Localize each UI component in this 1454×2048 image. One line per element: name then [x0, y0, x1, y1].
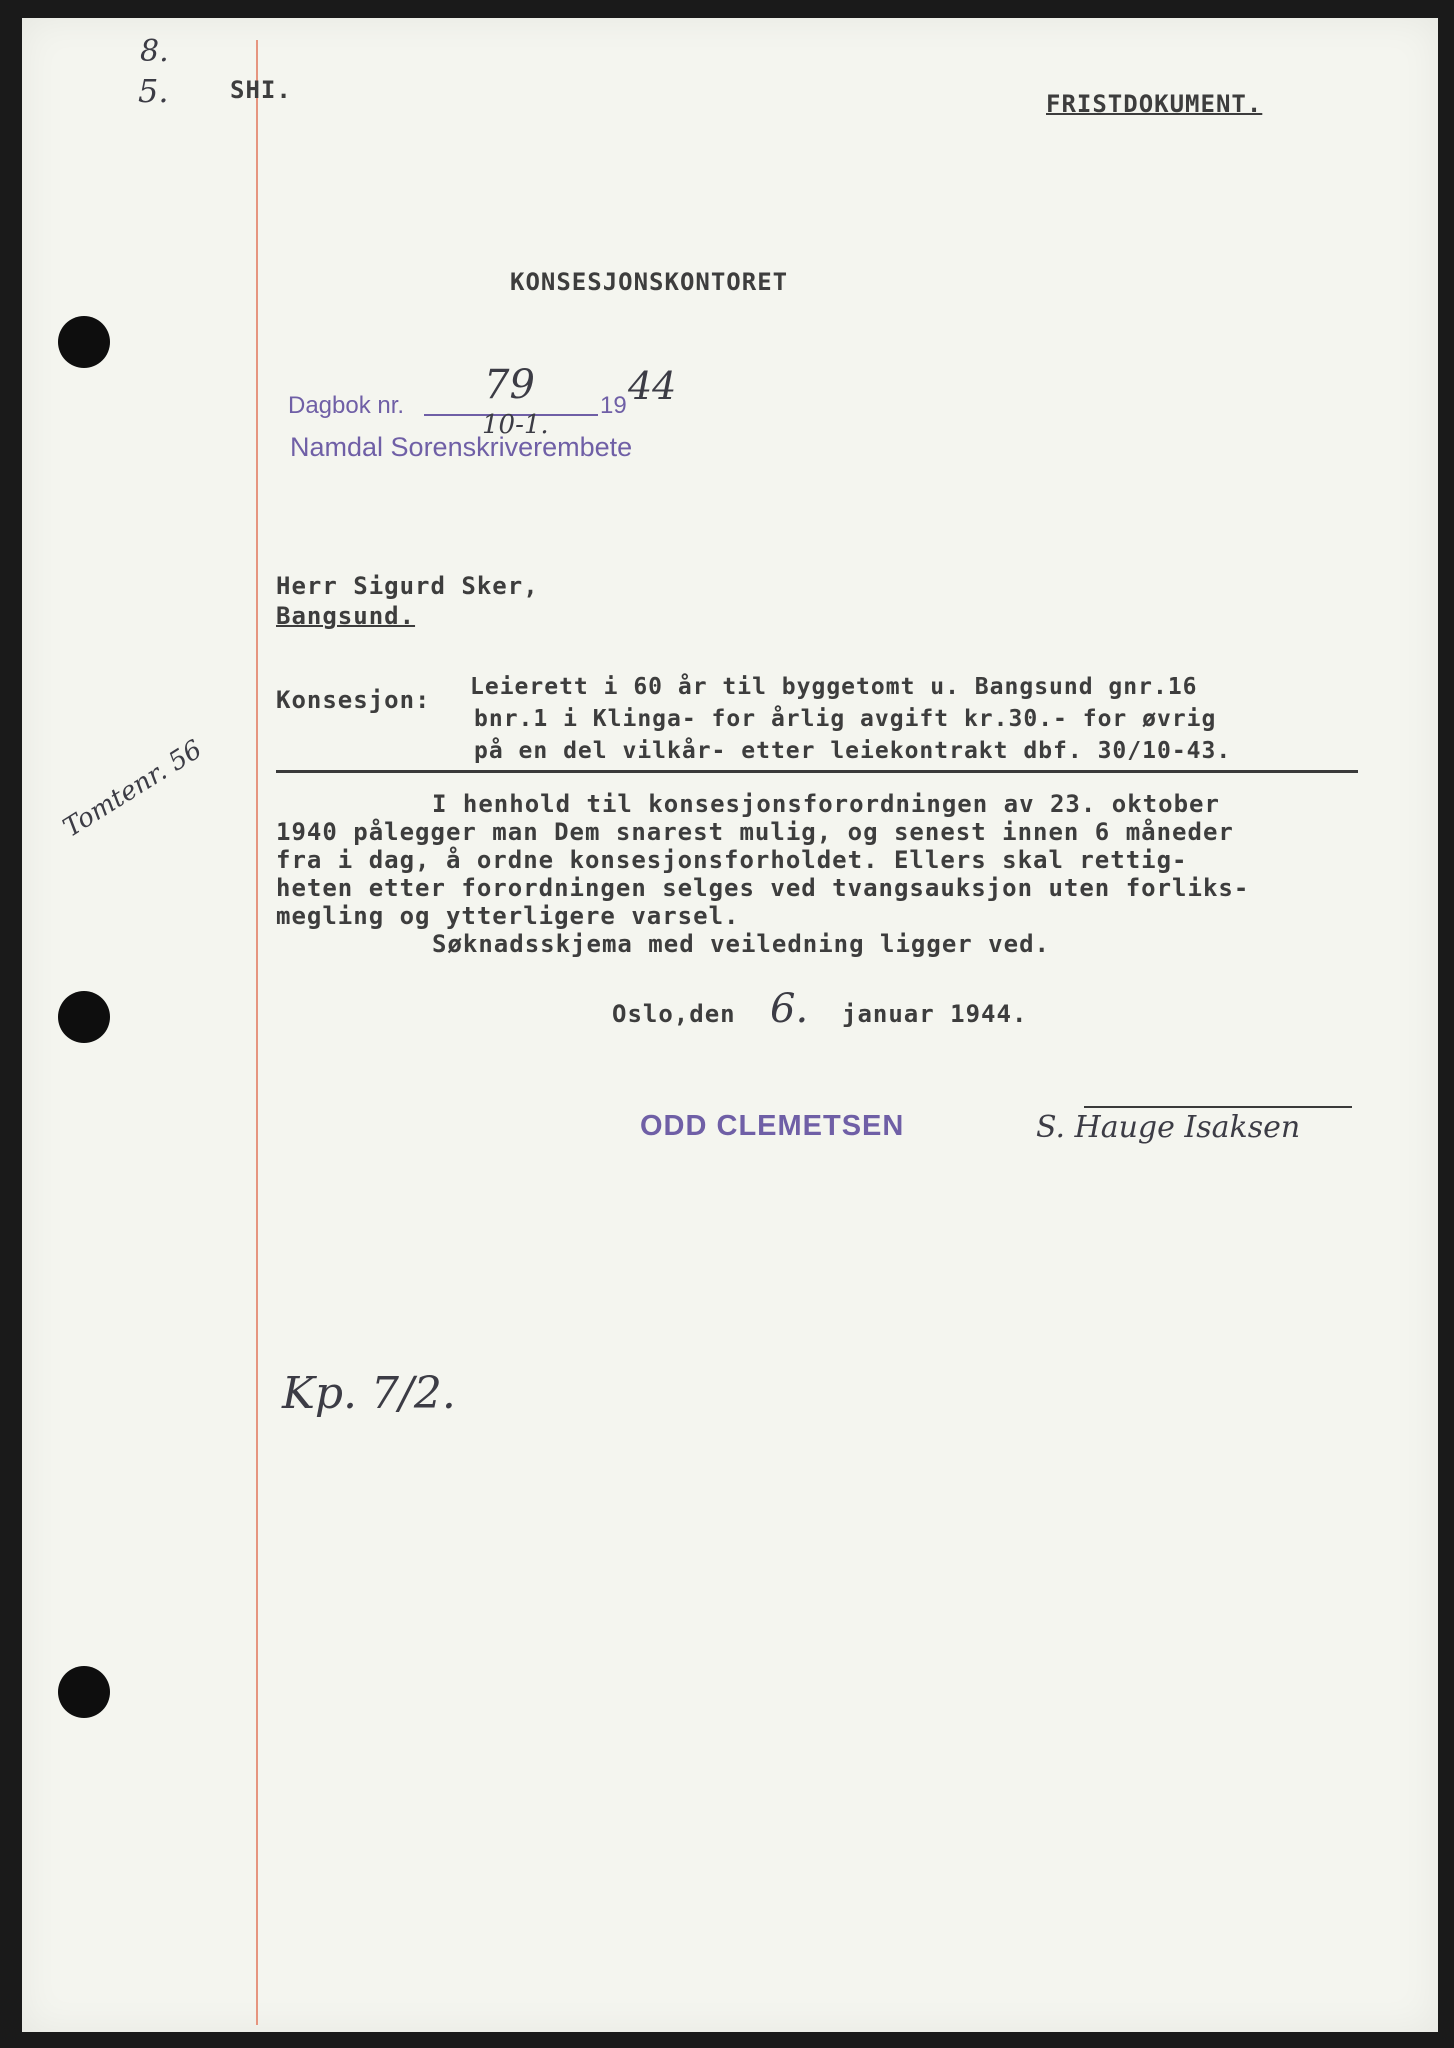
date-day: 6.: [770, 986, 809, 1032]
addressee-place: Bangsund.: [276, 602, 416, 630]
margin-note: Tomtenr. 56: [58, 734, 208, 844]
office-heading: KONSESJONSKONTORET: [510, 268, 789, 296]
dagbok-year-prefix: 19: [600, 392, 627, 419]
dagbok-number: 79: [484, 362, 535, 408]
addressee-name: Herr Sigurd Sker,: [276, 572, 539, 600]
dagbok-label: Dagbok nr.: [288, 392, 405, 419]
concession-line-3: på en del vilkår- etter leiekontrakt dbf. 30/10-43.: [474, 738, 1232, 764]
bottom-handwritten-note: Kp. 7/2.: [282, 1368, 456, 1419]
body-line-1: I henhold til konsesjonsforordningen av 23. oktober: [432, 790, 1220, 818]
concession-label: Konsesjon:: [276, 686, 431, 714]
margin-line: [256, 40, 258, 2025]
dagbok-year-suffix: 44: [628, 364, 677, 408]
signatory-stamp: ODD CLEMETSEN: [640, 1110, 905, 1142]
dagbok-date: 10-1.: [482, 410, 549, 440]
signature-line: [1084, 1106, 1352, 1108]
body-line-3: fra i dag, å ordne konsesjonsforholdet. Ellers skal rettig-: [276, 846, 1188, 874]
punch-hole-top: [58, 316, 110, 368]
punch-hole-bottom: [58, 1666, 110, 1718]
punch-hole-middle: [58, 991, 110, 1043]
concession-line-2: bnr.1 i Klinga- for årlig avgift kr.30.- for øvrig: [474, 706, 1217, 732]
corner-handwritten-number: 8.: [140, 34, 169, 69]
header-code: SHI.: [230, 76, 292, 104]
date-prefix: Oslo,den: [612, 1000, 736, 1028]
body-line-6: Søknadsskjema med veiledning ligger ved.: [432, 930, 1050, 958]
body-line-2: 1940 pålegger man Dem snarest mulig, og senest innen 6 måneder: [276, 818, 1234, 846]
date-rest: januar 1944.: [842, 1000, 1028, 1028]
body-line-4: heten etter forordningen selges ved tvangsauksjon uten forliks-: [276, 874, 1250, 902]
concession-underline: [276, 770, 1358, 773]
body-line-5: megling og ytterligere varsel.: [276, 902, 740, 930]
document-type: FRISTDOKUMENT.: [1046, 90, 1263, 118]
page-number: 5.: [138, 72, 169, 110]
office-name-stamp: Namdal Sorenskriverembete: [290, 432, 633, 462]
concession-line-1: Leierett i 60 år til byggetomt u. Bangsund gnr.16: [470, 674, 1198, 700]
handwritten-signature: S. Hauge Isaksen: [1036, 1110, 1301, 1145]
